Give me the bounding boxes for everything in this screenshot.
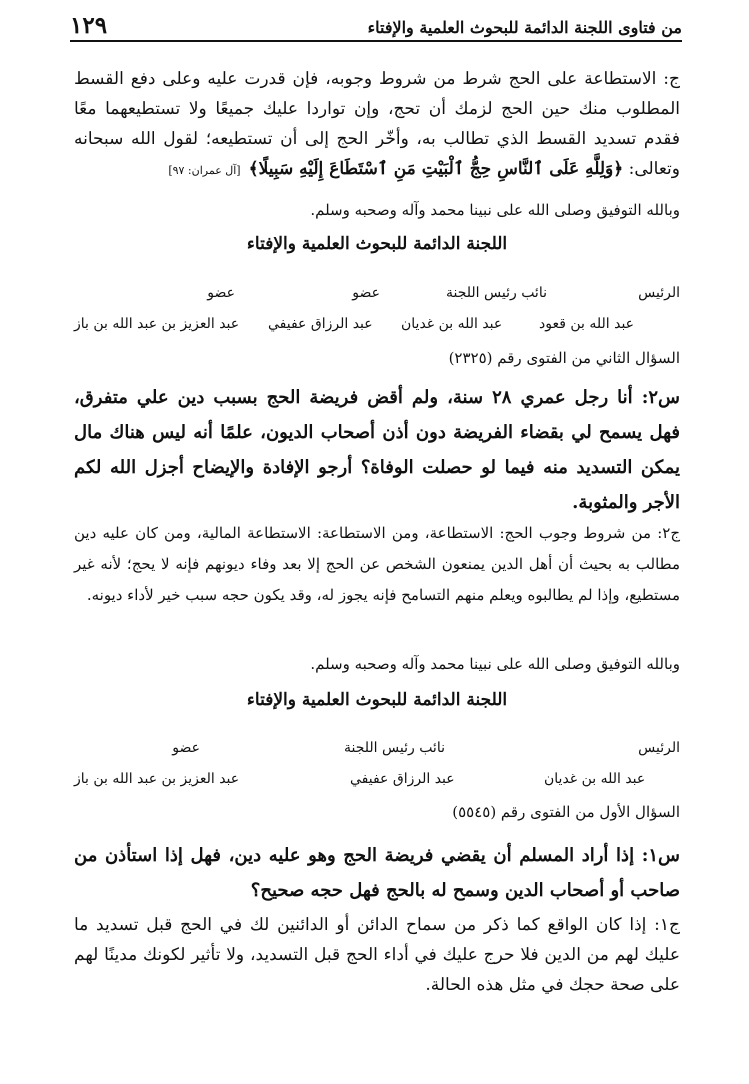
closing-1: وبالله التوفيق وصلى الله على نبينا محمد وآله وصحبه وسلم. bbox=[310, 201, 680, 219]
committee-roles-1 bbox=[74, 285, 680, 311]
role-chairman: الرئيس bbox=[638, 740, 680, 756]
running-title: من فتاوى اللجنة الدائمة للبحوث العلمية والإفتاء bbox=[367, 18, 682, 37]
answer-text: ج: الاستطاعة على الحج شرط من شروط وجوبه، فإن قدرت عليه وعلى دفع القسط المطلوب منك حين الحج لزمك أن تحج، وإن تواردا عليك جميعًا ولا تستطيعهما معًا فقدم تسديد القسط الذي تطالب به، وأخّر الحج إلى أن تستطيعه؛ لقول الله سبحانه وتعالى: bbox=[74, 69, 680, 179]
committee-members-1 bbox=[74, 316, 680, 342]
committee-title-1: اللجنة الدائمة للبحوث العلمية والإفتاء bbox=[246, 234, 508, 254]
answer-1: ج١: إذا كان الواقع كما ذكر من سماح الدائن أو الدائنين لك في الحج قبل تسديد ما عليك لهم من الدين فلا حرج عليك في أداء الحج قبل التسديد، ولا تأثير لكونك مدينًا لهم على صحة حجك في مثل هذه الحالة. bbox=[74, 915, 680, 995]
role-deputy: نائب رئيس اللجنة bbox=[344, 740, 445, 756]
role-member: عضو bbox=[352, 285, 380, 301]
quran-reference: [آل عمران: ٩٧] bbox=[168, 164, 241, 177]
member-chairman: عبد العزيز بن عبد الله بن باز bbox=[74, 316, 240, 332]
page-header bbox=[70, 12, 682, 42]
member-deputy: عبد الرزاق عفيفي bbox=[350, 771, 455, 787]
committee-members-2 bbox=[74, 771, 680, 797]
committee-title-2: اللجنة الدائمة للبحوث العلمية والإفتاء bbox=[246, 690, 508, 710]
question-2: س٢: أنا رجل عمري ٢٨ سنة، ولم أقض فريضة الحج بسبب دين علي متفرق، فهل يسمح لي بقضاء الفريضة دون أذن أصحاب الديون، علمًا أنه ليس هناك مال يمكن التسديد منه فيما لو حصلت الوفاة؟ أرجو الإفادة والإيضاح أجزل الله لكم الأجر والمثوبة. bbox=[74, 387, 680, 513]
role-member: عضو bbox=[207, 285, 235, 301]
role-deputy: نائب رئيس اللجنة bbox=[446, 285, 547, 301]
page-number: ١٢٩ bbox=[70, 12, 108, 39]
member-chairman: عبد العزيز بن عبد الله بن باز bbox=[74, 771, 240, 787]
answer-2: ج٢: من شروط وجوب الحج: الاستطاعة، ومن الاستطاعة: الاستطاعة المالية، ومن كان عليه دين مطالب به بحيث أن أهل الدين يمنعون الشخص عن الحج إلا بعد وفاء ديونهم فإنه لا يحج؛ لأنه غير مستطيع، وإذا لم يطالبوه ويعلم منهم التسامح فإنه يجوز له، وقد يكون حجه سبب خير لأداء ديونه. bbox=[74, 524, 680, 604]
fatwa-label-2325: السؤال الثاني من الفتوى رقم (٢٣٢٥) bbox=[448, 349, 680, 367]
question-1: س١: إذا أراد المسلم أن يقضي فريضة الحج وهو عليه دين، فهل إذا استأذن من صاحب أو أصحاب الدين وسمح له بالحج فهل حجه صحيح؟ bbox=[74, 845, 680, 901]
closing-2: وبالله التوفيق وصلى الله على نبينا محمد وآله وصحبه وسلم. bbox=[310, 655, 680, 673]
committee-roles-2 bbox=[74, 740, 680, 766]
role-chairman: الرئيس bbox=[638, 285, 680, 301]
quran-verse: ﴿وَلِلَّهِ عَلَى ٱلنَّاسِ حِجُّ ٱلْبَيْتِ مَنِ ٱسْتَطَاعَ إِلَيْهِ سَبِيلًا﴾ bbox=[248, 159, 624, 179]
answer-paragraph-prev bbox=[74, 64, 680, 186]
member: عبد الله بن غديان bbox=[401, 316, 503, 332]
member: عبد الله بن غديان bbox=[544, 771, 646, 787]
member: عبد الله بن قعود bbox=[539, 316, 635, 332]
role-member: عضو bbox=[172, 740, 200, 756]
fatwa-label-5545: السؤال الأول من الفتوى رقم (٥٥٤٥) bbox=[452, 803, 680, 821]
member-deputy: عبد الرزاق عفيفي bbox=[268, 316, 373, 332]
